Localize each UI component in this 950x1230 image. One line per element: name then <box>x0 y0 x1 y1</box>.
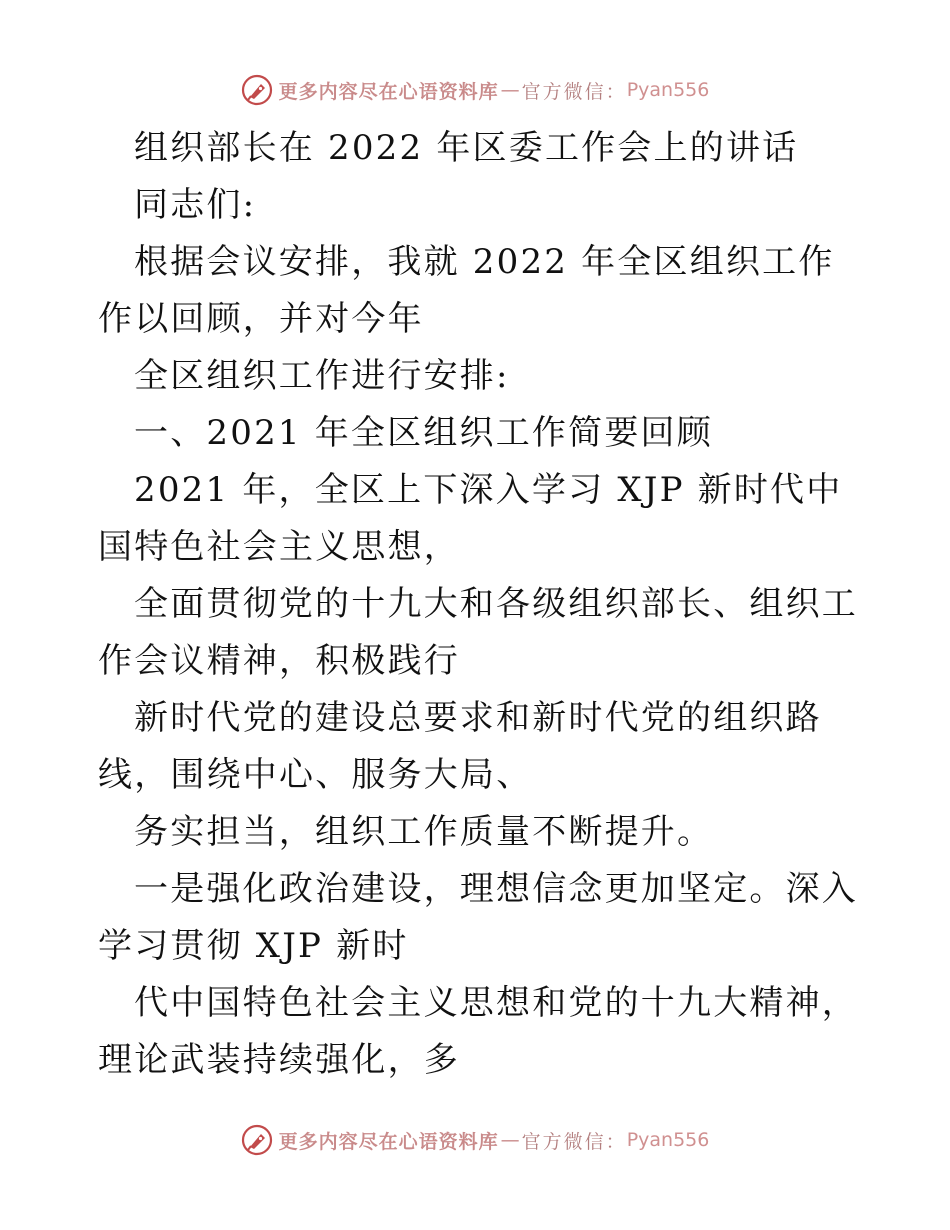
pen-nib-logo-icon <box>241 1124 273 1156</box>
header-watermark <box>0 72 950 108</box>
watermark-wechat-id: Pyan556 <box>626 1129 710 1151</box>
paragraph: 一是强化政治建设，理想信念更加坚定。深入学习贯彻 XJP 新时 <box>98 869 858 966</box>
watermark-separator: — <box>500 1129 520 1151</box>
watermark-site-text: 更多内容尽在心语资料库 <box>278 1130 499 1153</box>
paragraph: 务实担当，组织工作质量不断提升。 <box>134 812 714 852</box>
document-body <box>98 120 858 1089</box>
paragraph: 全区组织工作进行安排: <box>134 356 510 396</box>
paragraph: 代中国特色社会主义思想和党的十九大精神，理论武装持续强化，多 <box>98 983 858 1080</box>
section-heading: 一、2021 年全区组织工作简要回顾 <box>134 413 713 453</box>
pen-nib-logo-icon <box>241 74 273 106</box>
paragraph: 根据会议安排，我就 2022 年全区组织工作作以回顾，并对今年 <box>98 242 835 339</box>
document-title: 组织部长在 2022 年区委工作会上的讲话 <box>134 128 799 168</box>
footer-watermark <box>0 1122 950 1158</box>
salutation: 同志们: <box>134 185 257 225</box>
watermark-wechat-id: Pyan556 <box>626 79 710 101</box>
paragraph: 全面贯彻党的十九大和各级组织部长、组织工作会议精神，积极践行 <box>98 584 858 681</box>
paragraph: 新时代党的建设总要求和新时代党的组织路线，围绕中心、服务大局、 <box>98 698 822 795</box>
watermark-wechat-label: 官方微信： <box>521 80 627 103</box>
paragraph: 2021 年，全区上下深入学习 XJP 新时代中国特色社会主义思想， <box>98 470 843 567</box>
watermark-wechat-label: 官方微信： <box>521 1130 627 1153</box>
watermark-site-text: 更多内容尽在心语资料库 <box>278 80 499 103</box>
watermark-separator: — <box>500 79 520 101</box>
